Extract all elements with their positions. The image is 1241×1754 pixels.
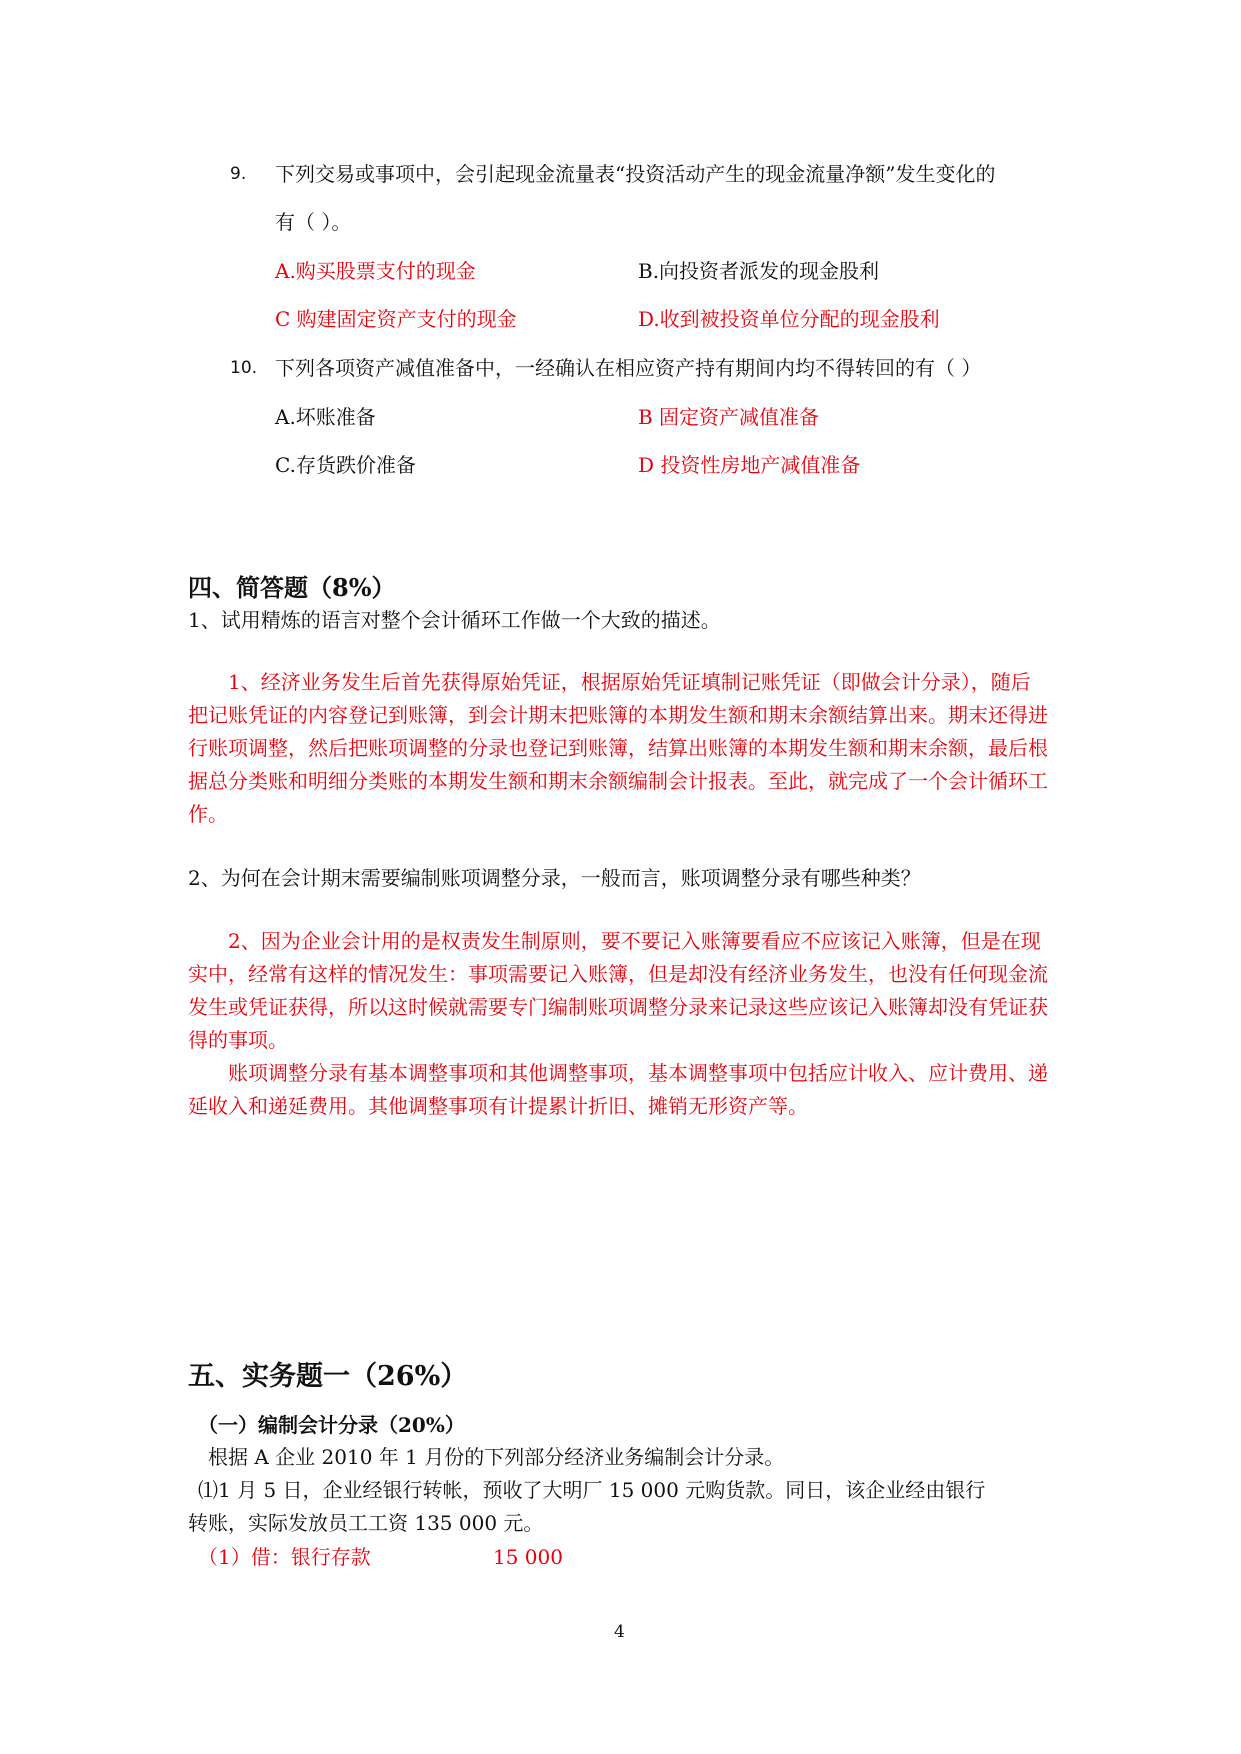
section5-title: 五、实务题一（26%） [188,1361,468,1392]
section4-title: 四、简答题（8%） [188,573,396,602]
page-number: 4 [614,1622,625,1642]
section4-question1: 1、试用精炼的语言对整个会计循环工作做一个大致的描述。 [188,608,721,632]
q9-option-c: C 购建固定资产支付的现金 [275,307,517,331]
q9-option-d: D.收到被投资单位分配的现金股利 [638,307,940,331]
section4-answer1: 1、经济业务发生后首先获得原始凭证，根据原始凭证填制记账凭证（即做会计分录），随后把记账凭证的内容登记到账簿，到会计期末把账簿的本期发生额和期末余额结算出来。期末还得进行账项调整，然后把账项调整的分录也登记到账簿，结算出账簿的本期发生额和期末余额，最后根据总分类账和明细分类账的本期发生额和期末余额编制会计报表。至此，就完成了一个会计循环工作。 [188,670,1048,826]
section5-item1-line1: ⑴1 月 5 日，企业经银行转帐，预收了大明厂 15 000 元购货款。同日，该企业经由银行 [198,1478,986,1502]
q10-option-c: C.存货跌价准备 [275,453,416,477]
section4-question2: 2、为何在会计期末需要编制账项调整分录，一般而言，账项调整分录有哪些种类？ [188,866,921,890]
section5-subtitle: （一）编制会计分录（20%） [198,1413,465,1437]
section5-answer1-label: （1）借：银行存款 [198,1545,371,1569]
q9-stem-line2: 有（ ）。 [275,210,352,234]
q10-option-d: D 投资性房地产减值准备 [638,453,861,477]
q10-stem: 下列各项资产减值准备中，一经确认在相应资产持有期间内均不得转回的有（ ） [275,356,982,380]
q10-option-a: A.坏账准备 [275,405,376,429]
q9-stem-line1: 下列交易或事项中，会引起现金流量表“投资活动产生的现金流量净额”发生变化的 [275,162,996,186]
section5-intro: 根据 A 企业 2010 年 1 月份的下列部分经济业务编制会计分录。 [208,1445,785,1469]
section5-answer1-amount: 15 000 [493,1545,563,1569]
section5-item1-line2: 转账，实际发放员工工资 135 000 元。 [188,1511,544,1535]
q10-option-b: B 固定资产减值准备 [638,405,820,429]
section4-answer2-p1: 2、因为企业会计用的是权责发生制原则，要不要记入账簿要看应不应该记入账簿，但是在现实中，经常有这样的情况发生：事项需要记入账簿，但是却没有经济业务发生，也没有任何现金流发生或凭证获得，所以这时候就需要专门编制账项调整分录来记录这些应该记入账簿却没有凭证获得的事项。 [188,929,1048,1052]
q9-number: 9. [230,164,247,184]
q9-option-b: B.向投资者派发的现金股利 [638,259,880,283]
section4-answer2-p2: 账项调整分录有基本调整事项和其他调整事项，基本调整事项中包括应计收入、应计费用、递延收入和递延费用。其他调整事项有计提累计折旧、摊销无形资产等。 [188,1061,1048,1118]
q10-number: 10. [230,358,258,378]
q9-option-a: A.购买股票支付的现金 [275,259,476,283]
